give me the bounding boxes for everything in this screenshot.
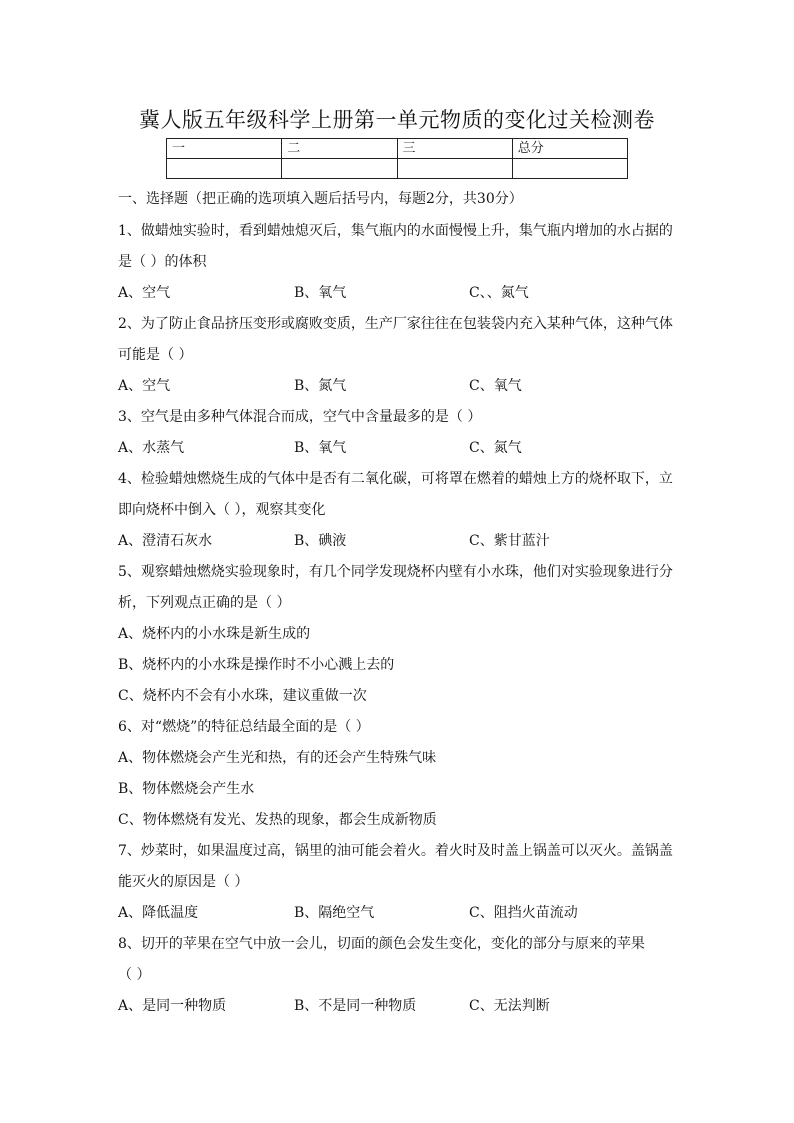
question-text-line: 8、切开的苹果在空气中放一会儿，切面的颜色会发生变化，变化的部分与原来的苹果	[118, 936, 645, 952]
option-c: C、无法判断	[469, 998, 550, 1014]
option-row	[118, 278, 678, 309]
option-b: B、碘液	[294, 533, 347, 549]
option-b: B、氧气	[294, 440, 347, 456]
score-header-3: 三	[397, 139, 512, 159]
option-row	[118, 991, 678, 1022]
option-b: B、物体燃烧会产生水	[118, 781, 255, 797]
score-header-1: 一	[167, 139, 282, 159]
score-table-value-row	[167, 159, 628, 179]
question-4	[118, 464, 678, 557]
score-table	[166, 138, 628, 179]
score-value-3[interactable]	[397, 159, 512, 179]
section-heading: 一、选择题（把正确的选项填入题后括号内，每题2分，共30分）	[118, 191, 523, 207]
score-value-1[interactable]	[167, 159, 282, 179]
option-row	[118, 898, 678, 929]
exam-content	[118, 188, 678, 1022]
question-text-line: 2、为了防止食品挤压变形或腐败变质，生产厂家往往在包装袋内充入某种气体，这种气体	[118, 316, 673, 332]
option-c: C、紫甘蓝汁	[469, 533, 550, 549]
option-a: A、澄清石灰水	[118, 533, 213, 549]
option-c: C、阻挡火苗流动	[469, 905, 578, 921]
option-c: C、烧杯内不会有小水珠，建议重做一次	[118, 688, 367, 704]
question-text-line: 4、检验蜡烛燃烧生成的气体中是否有二氧化碳，可将罩在燃着的蜡烛上方的烧杯取下，立	[118, 471, 673, 487]
option-b: B、不是同一种物质	[294, 998, 417, 1014]
score-value-2[interactable]	[282, 159, 397, 179]
option-c: C、氧气	[469, 378, 522, 394]
question-7	[118, 836, 678, 929]
exam-title: 冀人版五年级科学上册第一单元物质的变化过关检测卷	[139, 108, 655, 132]
question-text-line: 是（ ）的体积	[118, 254, 207, 270]
option-b: B、隔绝空气	[294, 905, 375, 921]
score-value-total[interactable]	[512, 159, 627, 179]
option-c: C、、氮气	[469, 285, 529, 301]
question-3	[118, 402, 678, 464]
option-c: C、氮气	[469, 440, 522, 456]
option-c: C、物体燃烧有发光、发热的现象，都会生成新物质	[118, 812, 437, 828]
option-a: A、空气	[118, 378, 171, 394]
score-header-2: 二	[282, 139, 397, 159]
question-6	[118, 712, 678, 836]
question-8	[118, 929, 678, 1022]
question-text-line: 析，下列观点正确的是（ ）	[118, 595, 291, 611]
option-a: A、是同一种物质	[118, 998, 227, 1014]
question-text-line: 1、做蜡烛实验时，看到蜡烛熄灭后，集气瓶内的水面慢慢上升，集气瓶内增加的水占据的	[118, 223, 673, 239]
question-2	[118, 309, 678, 402]
question-text-line: 3、空气是由多种气体混合而成，空气中含量最多的是（ ）	[118, 409, 482, 425]
question-1	[118, 216, 678, 309]
option-row	[118, 433, 678, 464]
question-text-line: 可能是（ ）	[118, 347, 193, 363]
option-b: B、氮气	[294, 378, 347, 394]
option-a: A、空气	[118, 285, 171, 301]
option-row	[118, 526, 678, 557]
question-text-line: 能灭火的原因是（ ）	[118, 874, 249, 890]
question-text-line: （ ）	[118, 967, 151, 983]
question-text-line: 7、炒菜时，如果温度过高，锅里的油可能会着火。着火时及时盖上锅盖可以灭火。盖锅盖	[118, 843, 673, 859]
score-table-header-row	[167, 139, 628, 159]
question-text-line: 5、观察蜡烛燃烧实验现象时，有几个同学发现烧杯内壁有小水珠，他们对实验现象进行分	[118, 564, 673, 580]
option-b: B、氧气	[294, 285, 347, 301]
score-header-total: 总分	[512, 139, 627, 159]
question-5	[118, 557, 678, 712]
question-text-line: 即向烧杯中倒入（ ），观察其变化	[118, 502, 326, 518]
option-a: A、物体燃烧会产生光和热，有的还会产生特殊气味	[118, 750, 437, 766]
question-text-line: 6、对“燃烧”的特征总结最全面的是（ ）	[118, 719, 370, 735]
option-a: A、降低温度	[118, 905, 199, 921]
option-a: A、水蒸气	[118, 440, 185, 456]
option-b: B、烧杯内的小水珠是操作时不小心溅上去的	[118, 657, 395, 673]
option-row	[118, 371, 678, 402]
option-a: A、烧杯内的小水珠是新生成的	[118, 626, 311, 642]
